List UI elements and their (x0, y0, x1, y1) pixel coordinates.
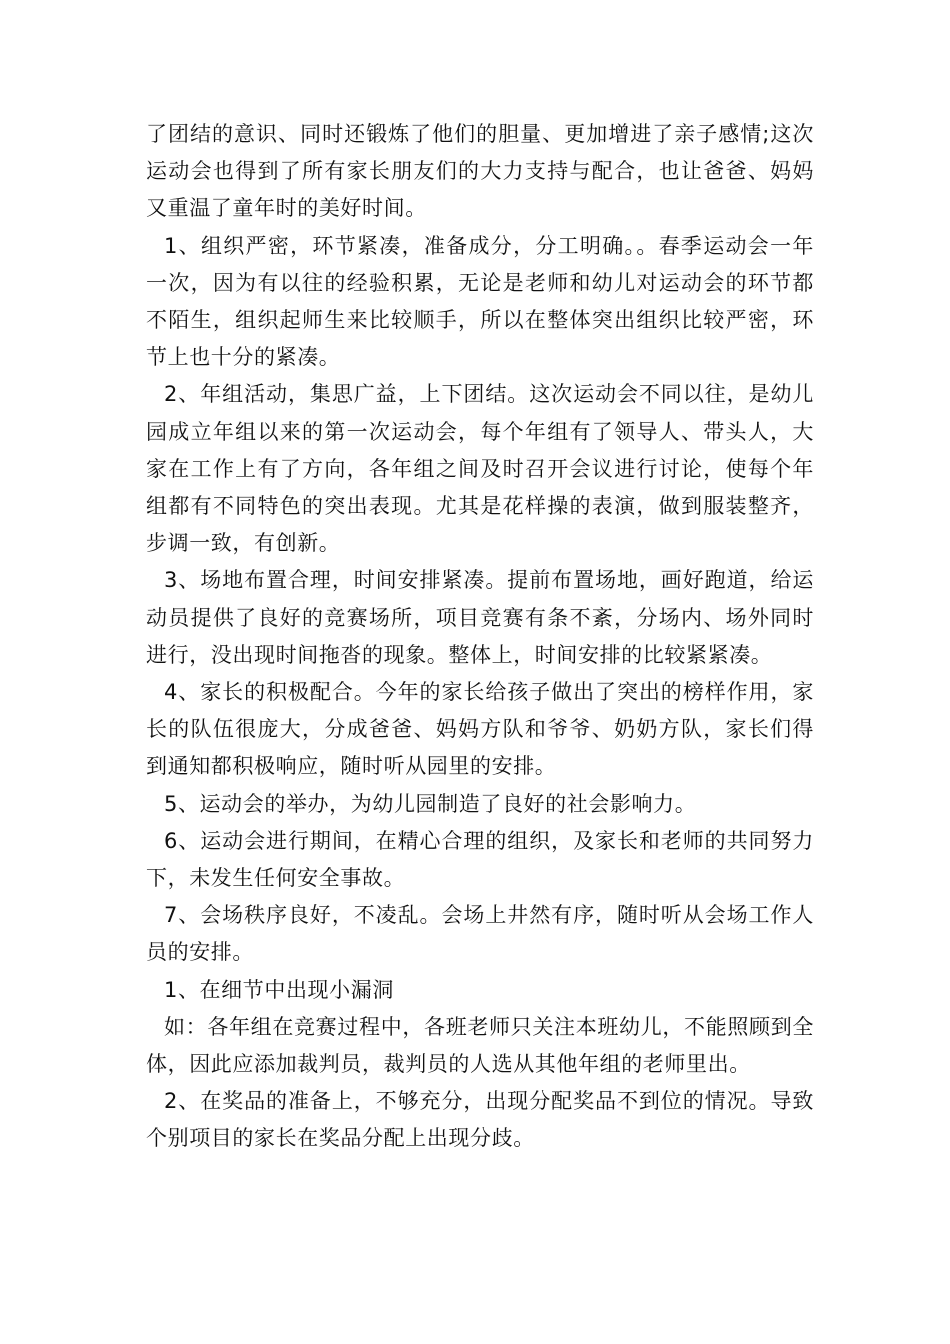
paragraph-issue-1-heading: 1、在细节中出现小漏洞 (164, 977, 394, 1002)
document-body (146, 116, 814, 1158)
paragraph-intro-continuation: 了团结的意识、同时还锻炼了他们的胆量、更加增进了亲子感情;这次运动会也得到了所有家长朋友们的大力支持与配合，也让爸爸、妈妈又重温了童年时的美好时间。 (146, 122, 814, 221)
paragraph-point-1: 1、组织严密，环节紧凑，准备成分，分工明确。。春季运动会一年一次，因为有以往的经验积累，无论是老师和幼儿对运动会的环节都不陌生，组织起师生来比较顺手，所以在整体突出组织比较严密，环节上也十分的紧凑。 (146, 233, 814, 370)
paragraph-point-2: 2、年组活动，集思广益，上下团结。这次运动会不同以往，是幼儿园成立年组以来的第一次运动会，每个年组有了领导人、带头人，大家在工作上有了方向，各年组之间及时召开会议进行讨论，使每个年组都有不同特色的突出表现。尤其是花样操的表演，做到服装整齐，步调一致，有创新。 (146, 382, 814, 556)
paragraph-point-5: 5、运动会的举办，为幼儿园制造了良好的社会影响力。 (164, 791, 697, 816)
paragraph-point-6: 6、运动会进行期间，在精心合理的组织，及家长和老师的共同努力下，未发生任何安全事故。 (146, 828, 814, 891)
paragraph-point-4: 4、家长的积极配合。今年的家长给孩子做出了突出的榜样作用，家长的队伍很庞大，分成爸爸、妈妈方队和爷爷、奶奶方队，家长们得到通知都积极响应，随时听从园里的安排。 (146, 680, 814, 779)
paragraph-point-7: 7、会场秩序良好，不凌乱。会场上井然有序，随时听从会场工作人员的安排。 (146, 903, 814, 965)
paragraph-issue-2: 2、在奖品的准备上，不够充分，出现分配奖品不到位的情况。导致个别项目的家长在奖品分配上出现分歧。 (146, 1089, 814, 1151)
paragraph-point-3: 3、场地布置合理，时间安排紧凑。提前布置场地，画好跑道，给运动员提供了良好的竞赛场所，项目竞赛有条不紊，分场内、场外同时进行，没出现时间拖沓的现象。整体上，时间安排的比较紧紧凑。 (146, 568, 814, 667)
paragraph-issue-1-example: 如：各年组在竞赛过程中，各班老师只关注本班幼儿，不能照顾到全体，因此应添加裁判员，裁判员的人选从其他年组的老师里出。 (146, 1014, 814, 1077)
